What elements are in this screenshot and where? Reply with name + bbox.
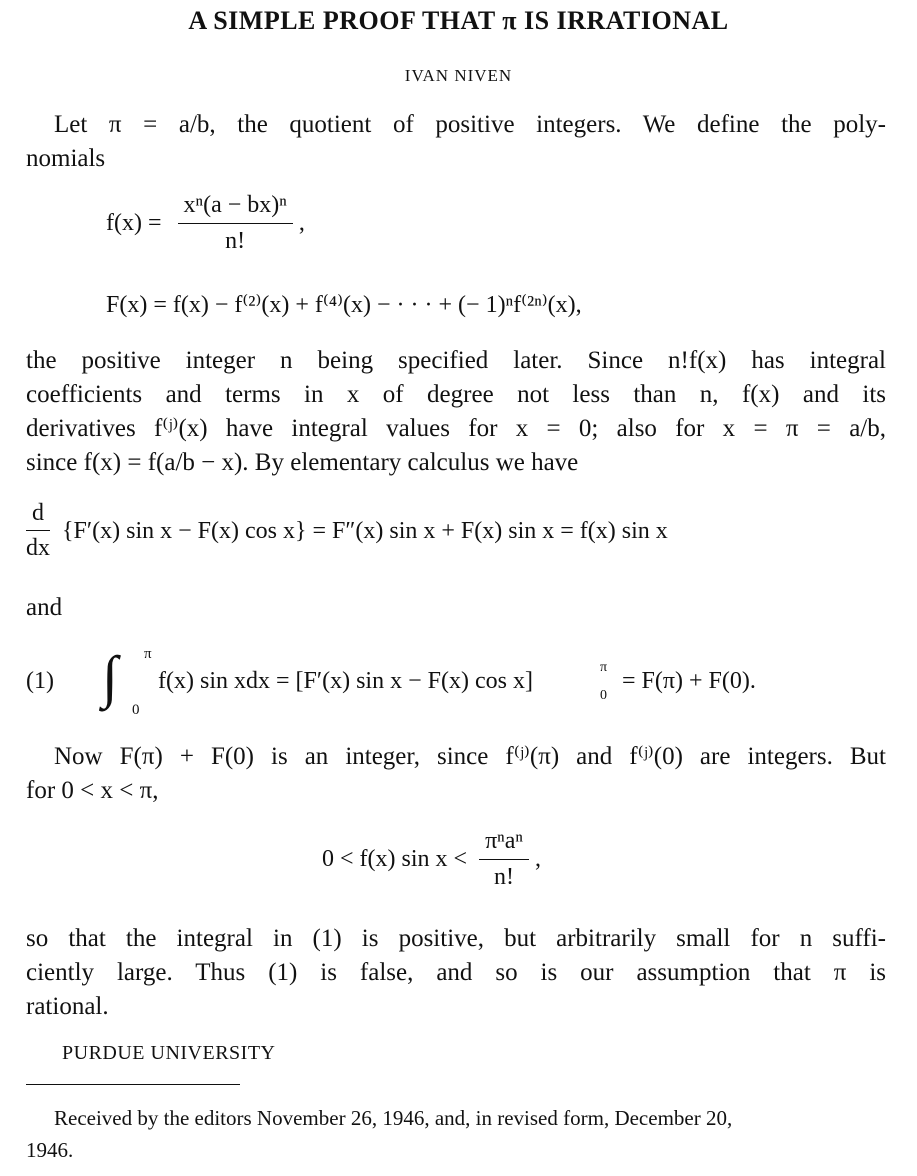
footnote-line-2: 1946. [26,1138,74,1162]
para4-line-1: so that the integral in (1) is positive, but arbitrarily small for n suffi- [26,925,886,952]
derivative-body: {F′(x) sin x − F(x) cos x} = F″(x) sin x + F(x) sin x = f(x) sin x [62,517,668,544]
eq-f-fraction [178,192,293,255]
author-affiliation: PURDUE UNIVERSITY [62,1042,276,1064]
d-numerator: d [26,500,50,531]
eq-f-numerator: xⁿ(a − bx)ⁿ [178,192,293,224]
dx-denominator: dx [26,535,50,561]
para3-line-1: Now F(π) + F(0) is an integer, since f⁽ʲ⁾(π) and f⁽ʲ⁾(0) are integers. But [54,743,886,770]
equation-F-definition: F(x) = f(x) − f⁽²⁾(x) + f⁽⁴⁾(x) − · · · + (− 1)ⁿf⁽²ⁿ⁾(x), [106,292,582,318]
intro-line-1: Let π = a/b, the quotient of positive integers. We define the poly- [54,111,886,138]
word-and: and [26,594,63,621]
integral-result: = F(π) + F(0). [622,668,756,694]
para2-line-2: coefficients and terms in x of degree not less than n, f(x) and its [26,381,886,408]
bound-fraction [479,828,529,891]
bracket-upper-limit: π [600,660,608,675]
eq-f-denominator: n! [225,228,246,254]
intro-paragraph [26,108,886,176]
bound-lhs: 0 < f(x) sin x < [322,846,468,872]
author-name: IVAN NIVEN [404,66,513,85]
body-paragraph-3 [26,740,886,808]
para2-line-3: derivatives f⁽ʲ⁾(x) have integral values for x = 0; also for x = π = a/b, [26,415,886,442]
body-paragraph-2 [26,344,886,480]
bound-numerator: πⁿaⁿ [479,828,529,860]
bound-denominator: n! [494,864,514,890]
eq-f-comma: , [298,210,305,236]
footnote-line-1: Received by the editors November 26, 1946, and, in revised form, December 20, [54,1106,733,1130]
eq-f-lhs: f(x) = [106,210,162,236]
para3-line-2: for 0 < x < π, [26,777,159,804]
para4-line-3: rational. [26,993,109,1020]
intro-line-2: nomials [26,145,106,172]
bound-comma: , [534,846,541,872]
footnote [26,1102,906,1166]
para2-line-1: the positive integer n being specified later. Since n!f(x) has integral [26,347,886,374]
equation-bound [322,828,541,891]
para4-line-2: ciently large. Thus (1) is false, and so is our assumption that π is [26,959,886,986]
d-dx-operator [26,500,50,562]
equation-derivative [26,500,668,562]
integral-lower-limit: 0 [132,702,140,718]
paper-title: A SIMPLE PROOF THAT π IS IRRATIONAL [188,6,729,35]
equation-integral-1 [26,646,906,726]
integral-upper-limit: π [144,646,152,662]
footnote-rule [26,1084,240,1085]
body-paragraph-4 [26,922,886,1024]
integral-sign: ∫ [102,644,118,709]
para2-line-4: since f(x) = f(a/b − x). By elementary calculus we have [26,449,579,476]
equation-f-definition [106,192,305,255]
equation-label-1: (1) [26,668,54,694]
bracket-lower-limit: 0 [600,688,607,703]
integral-body: f(x) sin xdx = [F′(x) sin x − F(x) cos x] [158,668,533,694]
